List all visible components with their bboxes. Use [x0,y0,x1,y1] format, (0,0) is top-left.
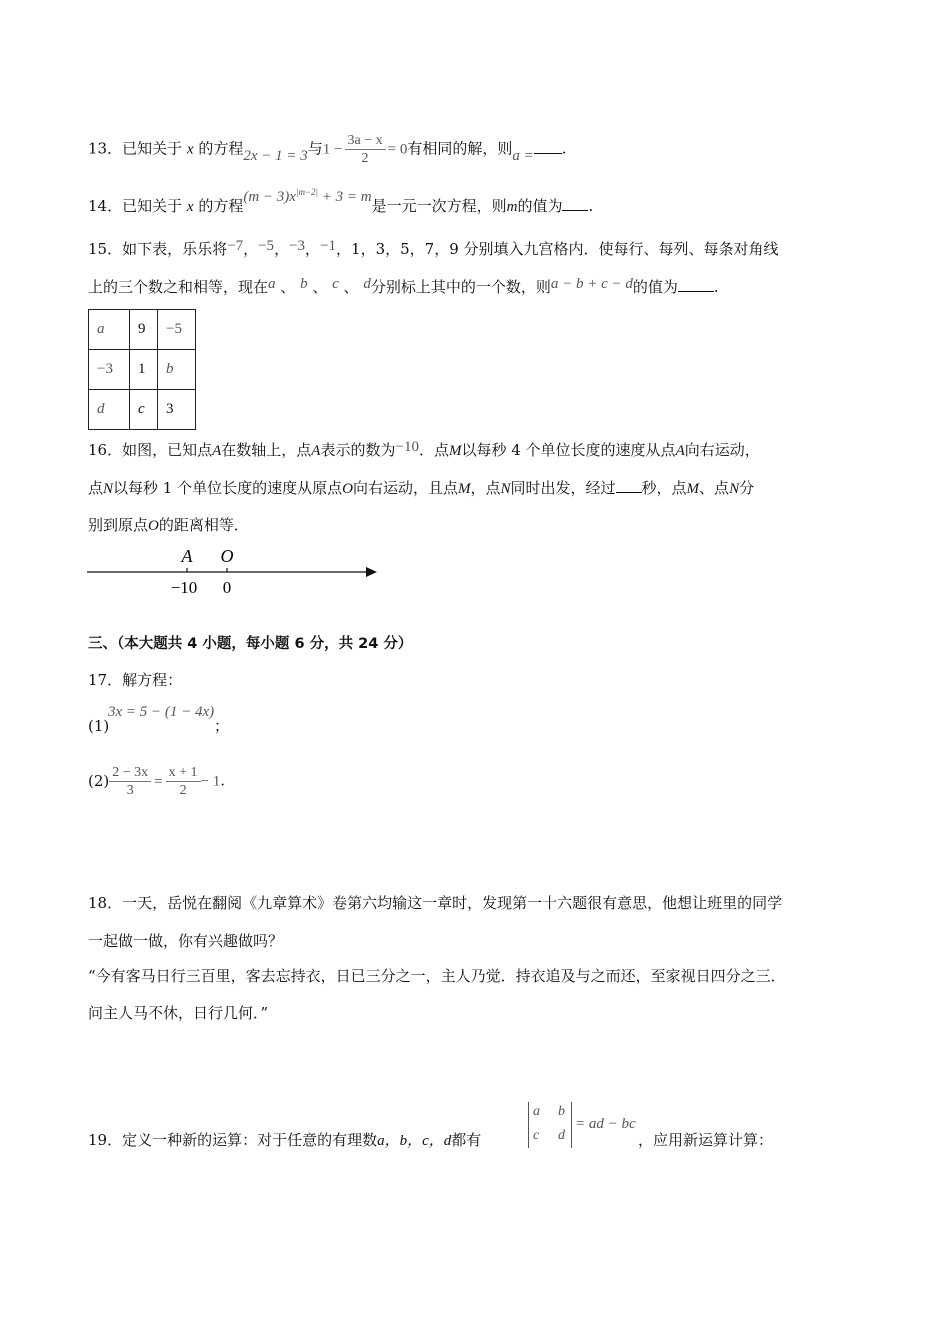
answer-var-13: a = [512,147,534,164]
grid-cell: 9 [130,310,158,350]
grid-cell: 3 [158,390,196,430]
question-15-line1: 15．如下表，乐乐将−7，−5，−3，−1，1，3，5，7，9 分别填入九宫格内．使每行、每列、每条对角线 [88,238,779,258]
equation-17-1: 3x = 5 − (1 − 4x) [108,704,215,720]
grid-cell: b [158,350,196,390]
tick-label-O: 0 [222,578,232,597]
question-19-tail: ，应用新运算计算： [638,1131,774,1149]
fraction-13: $\frac{3a - x}{2}$ [345,132,386,167]
question-17-part2: (2) $\frac{2 - 3x}{3}$ = $\frac{x + 1}{2}$ − 1. [88,765,226,798]
fraction-17-right: $\frac{x + 1}{2}$ [166,764,201,799]
fraction-17-left: $\frac{2 - 3x}{3}$ [109,764,151,799]
grid-row [89,390,196,430]
tick-label-A: −10 [170,578,198,597]
question-16-line1: 16．如图，已知点A在数轴上，点A表示的数为−10．点M以每秒 4 个单位长度的速度从点A向右运动， [88,439,760,459]
question-19: 19．定义一种新的运算：对于任意的有理数a，b，c，d都有 [88,1131,482,1149]
section-3-heading: 三、（本大题共 4 小题，每小题 6 分，共 24 分） [88,636,413,652]
grid-row [89,350,196,390]
question-18-line2: 一起做一做，你有兴趣做吗？ [88,932,284,950]
question-17: 17．解方程： [88,671,183,689]
equation-13a: 2x − 1 = 3 [243,147,308,164]
grid-cell: a [89,310,130,350]
grid-cell: −3 [89,350,130,390]
determinant: a b c d [528,1102,572,1148]
expression-15: a − b + c − d [550,276,633,292]
question-18-line1: 18．一天，岳悦在翻阅《九章算术》卷第六均输这一章时，发现第一十六题很有意思，他想让班里的同学 [88,894,783,912]
question-17-part1: (1) 3x = 5 − (1 − 4x) ； [88,704,230,735]
point-label-A: A [181,546,193,566]
number-line-figure [80,540,390,605]
answer-blank-15[interactable] [678,279,714,292]
point-label-O: O [220,546,234,566]
question-13: 13．已知关于 x 的方程2x − 1 = 3与1 − $\frac{3a - x}{2}$ = 0有相同的解，则a = . [88,133,567,166]
magic-square-grid [88,309,196,430]
equation-13b-lead: 1 − [322,141,343,158]
question-16-line3: 别到原点O的距离相等． [88,516,249,534]
answer-blank-14[interactable] [562,198,588,211]
grid-row [89,310,196,350]
equation-14: $(m - 3)x^{|m-2|} + 3 = m$ [243,187,372,205]
answer-blank-16[interactable] [616,480,642,493]
question-15-line2: 上的三个数之和相等，现在a 、 b 、 c 、 d分别标上其中的一个数，则a − b + c − d的值为 . [88,276,719,296]
answer-blank-13[interactable] [534,141,562,154]
question-18-line4: 问主人马不休，日行几何．” [88,1004,269,1022]
grid-cell: −5 [158,310,196,350]
question-16-line2: 点N以每秒 1 个单位长度的速度从原点O向右运动，且点M，点N同时出发，经过 秒，点M、点N分 [88,479,755,497]
grid-cell: 1 [130,350,158,390]
arrow-right-icon [366,567,377,577]
grid-cell: d [89,390,130,430]
determinant-rhs: = ad − bc [575,1116,636,1132]
question-14: 14．已知关于 x 的方程$(m - 3)x^{|m-2|} + 3 = m$是一元一次方程，则m的值为 . [88,187,594,215]
question-18-line3: “今有客马日行三百里，客去忘持衣，日已三分之一，主人乃觉．持衣追及与之而还，至家视日四分之三． [88,967,786,985]
grid-cell: c [130,390,158,430]
